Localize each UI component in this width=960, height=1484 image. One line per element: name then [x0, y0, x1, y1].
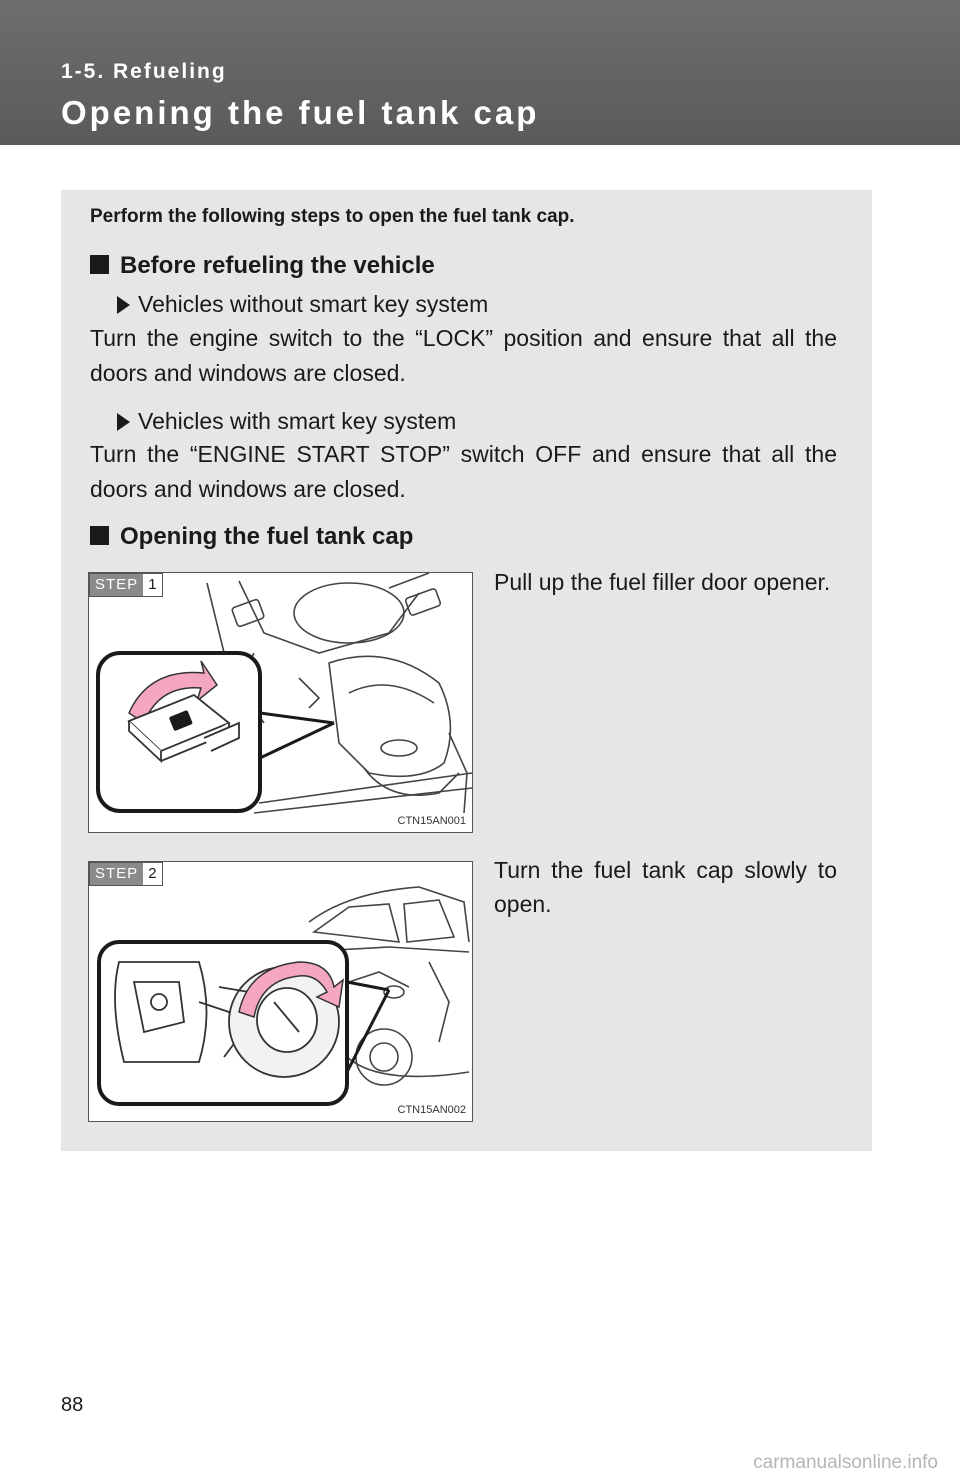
page-title: Opening the fuel tank cap — [61, 94, 540, 131]
case-without-smart-key: Vehicles without smart key system — [117, 291, 488, 318]
step1-badge: STEP 1 — [89, 573, 163, 597]
car-exterior-drawing — [89, 862, 472, 1121]
intro-text: Perform the following steps to open the fuel tank cap. — [90, 206, 575, 227]
case-without-smart-key-text: Turn the engine switch to the “LOCK” position and ensure that all the doors and windows are closed. — [90, 325, 837, 386]
section-label: 1-5. Refueling — [61, 60, 227, 83]
triangle-bullet-icon — [117, 296, 130, 314]
step1-figure-code: CTN15AN001 — [397, 815, 466, 827]
triangle-bullet-icon — [117, 413, 130, 431]
step2-illustration — [88, 861, 473, 1122]
page-number: 88 — [61, 1394, 84, 1416]
step2-badge: STEP 2 — [89, 862, 163, 886]
step2-text: Turn the fuel tank cap slowly to open. — [494, 857, 837, 917]
case-with-smart-key: Vehicles with smart key system — [117, 408, 456, 435]
watermark: carmanualsonline.info — [753, 1452, 938, 1473]
case-with-smart-key-text: Turn the “ENGINE START STOP” switch OFF and ensure that all the doors and windows are closed. — [90, 441, 837, 502]
step1-illustration — [88, 572, 473, 833]
step1-text: Pull up the fuel filler door opener. — [494, 569, 831, 595]
car-interior-drawing — [89, 573, 472, 832]
heading-before-refueling: Before refueling the vehicle — [90, 252, 435, 280]
step2-figure-code: CTN15AN002 — [397, 1104, 466, 1116]
square-bullet-icon — [90, 255, 109, 274]
page-header — [0, 0, 960, 145]
square-bullet-icon — [90, 526, 109, 545]
heading-opening-cap: Opening the fuel tank cap — [90, 523, 413, 551]
